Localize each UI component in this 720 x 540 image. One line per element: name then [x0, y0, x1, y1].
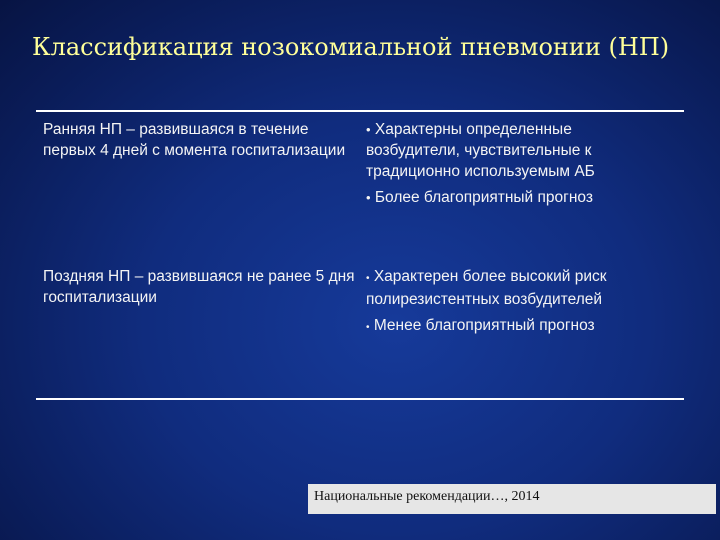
late-np-features [366, 266, 666, 338]
early-np-point-text: Более благоприятный прогноз [374, 189, 593, 206]
bottom-divider [36, 398, 684, 400]
bullet-icon: • [366, 122, 371, 137]
early-np-features [366, 119, 666, 208]
source-citation: Национальные рекомендации…, 2014 [308, 484, 716, 514]
late-np-point-text: Менее благоприятный прогноз [373, 317, 595, 334]
bullet-icon: • [366, 322, 370, 333]
early-np-point-text: Характерны определенные возбудители, чувствительные к традиционно используемым АБ [366, 121, 595, 180]
late-np-point [366, 266, 666, 310]
early-np-point [366, 187, 666, 208]
late-np-definition: Поздняя НП – развившаяся не ранее 5 дня госпитализации [43, 268, 355, 306]
bullet-icon: • [366, 273, 370, 284]
late-np-point [366, 315, 666, 338]
late-np-point-text: Характерен более высокий риск полирезистентных возбудителей [366, 268, 607, 308]
early-np-definition: Ранняя НП – развившаяся в течение первых 4 дней с момента госпитализации [43, 121, 346, 159]
slide-title: Классификация нозокомиальной пневмонии (НП) [32, 33, 670, 61]
top-divider [36, 110, 684, 112]
bullet-icon: • [366, 190, 371, 205]
early-np-point [366, 119, 666, 182]
